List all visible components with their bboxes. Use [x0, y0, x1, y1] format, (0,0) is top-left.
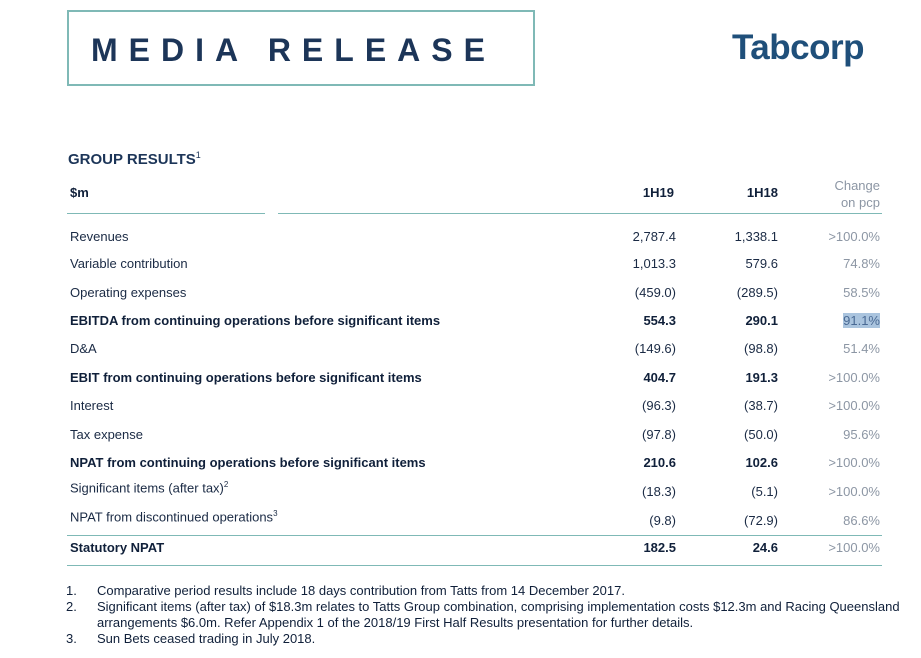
row-label — [70, 285, 186, 300]
column-header-change — [790, 177, 880, 211]
row-change: 86.6% — [843, 513, 880, 528]
row-label — [70, 480, 228, 495]
row-change: 51.4% — [843, 341, 880, 356]
row-change: 58.5% — [843, 285, 880, 300]
row-label — [70, 370, 422, 385]
row-footnote-ref: 2 — [223, 480, 229, 489]
row-label-text: Tax expense — [70, 427, 143, 442]
row-change: >100.0% — [828, 398, 880, 413]
table-row — [0, 455, 921, 483]
row-value-1h18: (98.8) — [744, 341, 778, 356]
row-value-1h19: 1,013.3 — [632, 256, 676, 271]
row-label-text: NPAT from discontinued operations — [70, 509, 274, 525]
section-title-text: GROUP RESULTS — [68, 151, 196, 168]
row-change: 74.8% — [843, 256, 880, 271]
column-header-change-line1: Change — [834, 178, 880, 193]
row-change: >100.0% — [828, 455, 880, 470]
row-label — [70, 427, 143, 442]
row-label — [70, 341, 97, 356]
row-label-text: NPAT from continuing operations before significant items — [70, 455, 426, 470]
tabcorp-logo: Tabcorp — [732, 28, 864, 67]
row-value-1h19: 554.3 — [643, 313, 676, 328]
row-value-1h19: (96.3) — [642, 398, 676, 413]
table-row — [0, 256, 921, 284]
header-rule-left — [67, 213, 265, 214]
row-value-1h19: 2,787.4 — [632, 229, 676, 244]
table-row — [0, 285, 921, 313]
table-row — [0, 509, 921, 537]
row-label-text: Significant items (after tax) — [70, 480, 224, 496]
row-value-1h18: 102.6 — [745, 455, 778, 470]
row-value-1h18: 290.1 — [745, 313, 778, 328]
column-header-change-line2: on pcp — [840, 195, 880, 210]
footnote-text: Significant items (after tax) of $18.3m relates to Tatts Group combination, comprising implementation costs $12.3m and Racing Queensland arrangements $6.0m. Refer Appendix 1 of the 2018/19 First Half Results presentation for further details. — [97, 599, 900, 630]
row-value-1h19: (18.3) — [642, 484, 676, 499]
row-label — [70, 509, 278, 524]
row-value-1h19: 182.5 — [643, 540, 676, 555]
row-value-1h19: (459.0) — [634, 285, 676, 300]
row-value-1h18: (38.7) — [744, 398, 778, 413]
footnote-text: Sun Bets ceased trading in July 2018. — [97, 631, 316, 646]
highlighted-change-value: 91.1% — [843, 313, 880, 328]
row-change: 95.6% — [843, 427, 880, 442]
row-value-1h19: 404.7 — [643, 370, 676, 385]
row-value-1h19: (9.8) — [649, 513, 676, 528]
media-release-title: MEDIA RELEASE — [91, 32, 496, 68]
total-rule-bottom — [67, 565, 882, 566]
table-row — [0, 341, 921, 369]
table-row — [0, 313, 921, 341]
row-label-text: Revenues — [70, 229, 129, 244]
footnote-text: Comparative period results include 18 days contribution from Tatts from 14 December 2017. — [97, 583, 625, 598]
row-value-1h18: 24.6 — [752, 540, 778, 555]
column-header-1h18: 1H18 — [746, 185, 778, 200]
column-header-label: $m — [70, 185, 89, 200]
row-label-text: D&A — [70, 341, 97, 356]
row-label-text: EBIT from continuing operations before significant items — [70, 370, 422, 385]
row-value-1h18: 191.3 — [745, 370, 778, 385]
row-change: >100.0% — [828, 229, 880, 244]
row-value-1h18: 1,338.1 — [734, 229, 778, 244]
row-label — [70, 540, 164, 555]
row-change: >100.0% — [828, 370, 880, 385]
row-value-1h19: (149.6) — [634, 341, 676, 356]
table-row-total — [0, 540, 921, 568]
footnote-number: 3. — [66, 631, 77, 646]
row-label — [70, 455, 426, 470]
section-footnote-ref: 1 — [195, 150, 201, 160]
row-value-1h19: 210.6 — [643, 455, 676, 470]
footnote — [66, 631, 906, 647]
row-label — [70, 398, 113, 413]
footnote-number: 1. — [66, 583, 77, 598]
row-value-1h18: (5.1) — [751, 484, 778, 499]
footnote — [66, 599, 906, 631]
footnotes — [66, 583, 906, 647]
row-label — [70, 313, 440, 328]
table-row — [0, 370, 921, 398]
table-row — [0, 427, 921, 455]
row-change: >100.0% — [828, 484, 880, 499]
column-header-1h19: 1H19 — [642, 185, 674, 200]
row-label-text: Statutory NPAT — [70, 540, 165, 555]
media-release-header-box — [67, 10, 535, 86]
row-label — [70, 229, 129, 244]
header-rule-right — [278, 213, 882, 214]
footnote — [66, 583, 906, 599]
table-row — [0, 480, 921, 508]
row-label-text: Interest — [70, 398, 114, 413]
table-row — [0, 229, 921, 257]
row-label-text: Operating expenses — [70, 285, 187, 300]
row-value-1h18: 579.6 — [745, 256, 778, 271]
row-change: >100.0% — [828, 540, 880, 555]
footnote-number: 2. — [66, 599, 77, 614]
row-value-1h18: (50.0) — [744, 427, 778, 442]
total-rule-top — [67, 535, 882, 536]
row-label — [70, 256, 188, 271]
row-value-1h18: (289.5) — [736, 285, 778, 300]
table-row — [0, 398, 921, 426]
row-value-1h19: (97.8) — [642, 427, 676, 442]
row-footnote-ref: 3 — [273, 509, 278, 518]
row-value-1h18: (72.9) — [744, 513, 778, 528]
section-title — [68, 150, 201, 168]
row-label-text: EBITDA from continuing operations before significant items — [70, 313, 441, 328]
row-change — [780, 313, 880, 328]
row-label-text: Variable contribution — [70, 256, 188, 271]
